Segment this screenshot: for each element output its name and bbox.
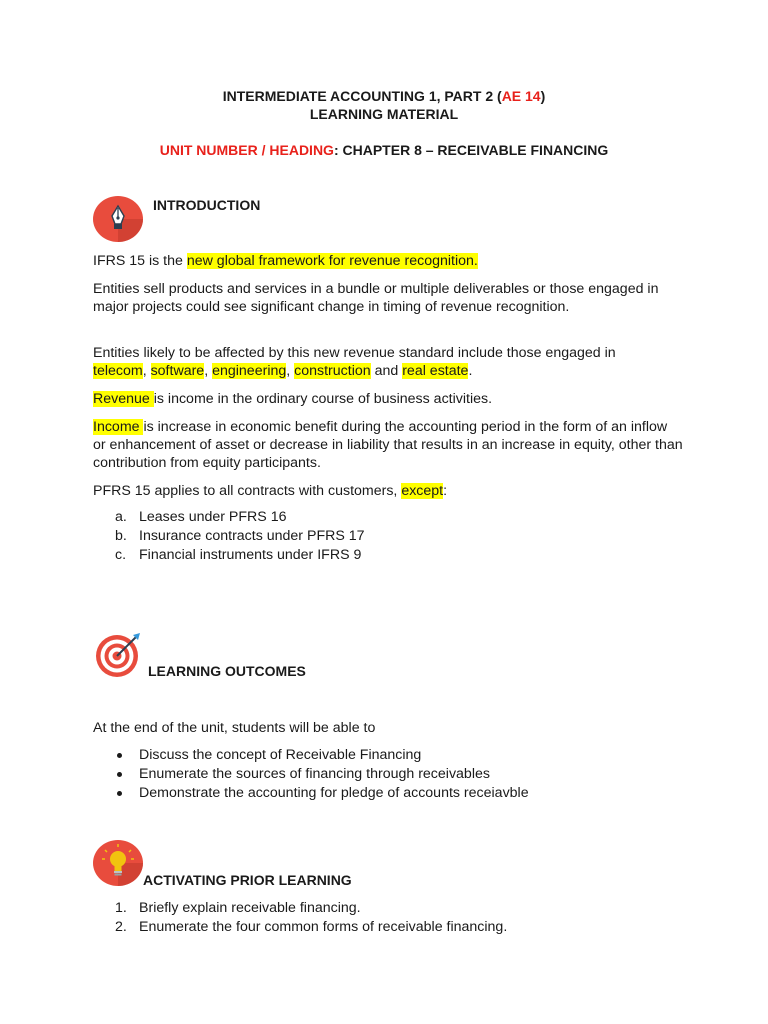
exceptions-list [115,508,365,565]
separator: , [142,363,151,379]
list-item [115,918,507,937]
list-marker: c. [115,547,127,563]
text-run: is income in the ordinary course of business activities. [153,391,493,407]
list-item [115,527,365,546]
intro-paragraph-2: Entities sell products and services in a bundle or multiple deliverables or those engaged in major projects could see significant change in timing of revenue recognition. [93,281,659,315]
revenue-definition [93,390,683,408]
text-run: : [443,483,448,499]
list-item-text: Enumerate the sources of financing through receivables [139,766,490,782]
list-item [115,746,529,765]
course-code: AE 14 [501,88,541,104]
text-run: PFRS 15 applies to all contracts with customers, [93,483,402,499]
separator: and [370,363,403,379]
unit-heading [0,142,768,158]
text-run: IFRS 15 is the [93,253,187,269]
highlighted-text: software [150,363,205,379]
list-item-text: Financial instruments under IFRS 9 [139,547,362,563]
text-run: is increase in economic benefit during the accounting period in the form of an inflow or enhancement of asset or decrease in liability that results in an increase in equity, other than contribution from equity participants. [93,419,683,471]
list-item-text: Enumerate the four common forms of receivable financing. [139,919,508,935]
list-item [115,784,529,803]
document-subtitle: LEARNING MATERIAL [309,106,459,122]
pfrs15-scope [93,482,683,500]
bullet-icon [117,791,122,796]
pen-nib-icon [93,196,143,247]
list-item [115,899,507,918]
bullet-icon [117,772,122,777]
highlighted-text: new global framework for revenue recognition. [186,253,478,269]
highlighted-text: real estate [402,363,469,379]
highlighted-text: Income [93,419,144,435]
title-text: INTERMEDIATE ACCOUNTING 1, PART 2 ( [222,88,502,104]
outcomes-lead: At the end of the unit, students will be able to [93,720,376,736]
prior-learning-list [115,899,507,937]
list-item-text: Briefly explain receivable financing. [139,900,361,916]
list-item [115,765,529,784]
lightbulb-icon [93,840,143,891]
text-run: Entities likely to be affected by this new revenue standard include those engaged in [93,345,616,361]
highlighted-text: construction [294,363,371,379]
separator: , [286,363,295,379]
list-marker: b. [115,528,127,544]
learning-outcomes-heading: LEARNING OUTCOMES [148,663,306,679]
list-item-text: Demonstrate the accounting for pledge of accounts receiavble [139,785,529,801]
highlighted-text: engineering [212,363,287,379]
list-item-text: Leases under PFRS 16 [139,509,287,525]
document-title [0,88,768,104]
unit-label: UNIT NUMBER / HEADING [159,142,334,158]
highlighted-text: telecom [93,363,143,379]
separator: , [204,363,213,379]
list-item-text: Discuss the concept of Receivable Financing [139,747,422,763]
separator: . [468,363,473,379]
list-item-text: Insurance contracts under PFRS 17 [139,528,365,544]
list-marker: 2. [115,919,127,935]
list-marker: a. [115,509,127,525]
introduction-heading: INTRODUCTION [153,197,261,213]
list-item [115,546,365,565]
intro-paragraph-3 [93,344,683,380]
income-definition [93,418,683,472]
prior-learning-heading: ACTIVATING PRIOR LEARNING [143,872,352,888]
target-icon [95,632,143,683]
list-item [115,508,365,527]
outcomes-list [115,746,529,803]
highlighted-text: except [401,483,444,499]
title-suffix: ) [540,88,546,104]
bullet-icon [117,753,122,758]
list-marker: 1. [115,900,127,916]
chapter-title: : CHAPTER 8 – RECEIVABLE FINANCING [333,142,609,158]
highlighted-text: Revenue [93,391,154,407]
intro-paragraph-1 [93,252,683,270]
